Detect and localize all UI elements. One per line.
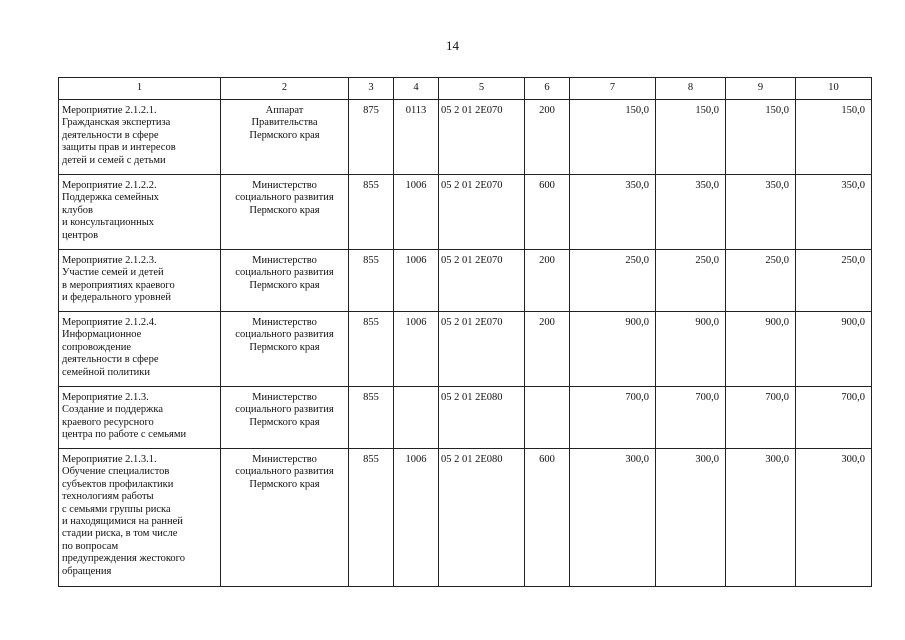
activity-name-line: в мероприятиях краевого <box>62 279 175 291</box>
activity-name-cell <box>59 175 221 250</box>
expense-type-cell: 600 <box>525 449 570 587</box>
table-row <box>59 449 872 587</box>
executor-line: социального развития <box>235 466 334 478</box>
ministry-code-cell: 855 <box>349 449 394 587</box>
executor-line: Министерство <box>252 180 317 191</box>
activity-name-line: Информационное <box>62 329 142 341</box>
column-header: 6 <box>525 78 570 100</box>
table-row <box>59 250 872 312</box>
amount-cell: 900,0 <box>726 312 796 387</box>
activity-name-line: клубов <box>62 204 94 216</box>
amount-cell: 900,0 <box>570 312 656 387</box>
executor-line: Министерство <box>252 317 317 328</box>
executor-line: Правительства <box>251 117 318 129</box>
table-row <box>59 387 872 449</box>
ministry-code-cell: 875 <box>349 100 394 175</box>
amount-cell: 700,0 <box>656 387 726 449</box>
activity-name-line: Мероприятие 2.1.3.1. <box>62 454 157 465</box>
activity-name-line: и консультационных <box>62 217 155 229</box>
amount-cell: 900,0 <box>796 312 872 387</box>
target-article-cell: 05 2 01 2Е080 <box>439 387 525 449</box>
amount-cell: 300,0 <box>656 449 726 587</box>
amount-cell: 700,0 <box>726 387 796 449</box>
activity-name-line: и находящимися на ранней <box>62 516 183 528</box>
amount-cell: 250,0 <box>656 250 726 312</box>
activity-name-line: центра по работе с семьями <box>62 429 187 441</box>
activity-name-cell <box>59 312 221 387</box>
activity-name-line: предупреждения жестокого <box>62 553 185 565</box>
activity-name-line: Поддержка семейных <box>62 192 159 204</box>
activity-name-line: стадии риска, в том числе <box>62 528 178 540</box>
executor-line: Пермского края <box>249 204 320 216</box>
target-article-cell: 05 2 01 2Е070 <box>439 250 525 312</box>
amount-cell: 350,0 <box>656 175 726 250</box>
executor-line: социального развития <box>235 192 334 204</box>
budget-table <box>58 77 872 587</box>
executor-cell <box>221 250 349 312</box>
activity-name-cell <box>59 250 221 312</box>
column-header: 8 <box>656 78 726 100</box>
executor-line: социального развития <box>235 404 334 416</box>
expense-type-cell <box>525 387 570 449</box>
section-code-cell: 1006 <box>394 175 439 250</box>
activity-name-line: Гражданская экспертиза <box>62 117 171 129</box>
ministry-code-cell: 855 <box>349 250 394 312</box>
header-row <box>59 78 872 100</box>
activity-name-line: Мероприятие 2.1.2.4. <box>62 317 157 328</box>
activity-name-cell <box>59 100 221 175</box>
table-row <box>59 312 872 387</box>
executor-line: Министерство <box>252 454 317 465</box>
executor-cell <box>221 449 349 587</box>
activity-name-line: защиты прав и интересов <box>62 142 176 154</box>
activity-name-line: сопровождение <box>62 341 132 353</box>
executor-line: Аппарат <box>265 105 304 116</box>
executor-cell <box>221 312 349 387</box>
activity-name-line: Мероприятие 2.1.2.2. <box>62 180 157 191</box>
amount-cell: 300,0 <box>570 449 656 587</box>
executor-line: Пермского края <box>249 478 320 490</box>
activity-name-line: Мероприятие 2.1.3. <box>62 392 149 403</box>
column-header: 3 <box>349 78 394 100</box>
amount-cell: 350,0 <box>796 175 872 250</box>
activity-name-line: центров <box>62 229 99 241</box>
amount-cell: 350,0 <box>570 175 656 250</box>
executor-cell <box>221 175 349 250</box>
target-article-cell: 05 2 01 2Е070 <box>439 175 525 250</box>
activity-name-cell <box>59 449 221 587</box>
executor-line: Пермского края <box>249 416 320 428</box>
column-header: 1 <box>59 78 221 100</box>
activity-name-line: Обучение специалистов <box>62 466 170 478</box>
column-header: 7 <box>570 78 656 100</box>
column-header: 2 <box>221 78 349 100</box>
executor-cell <box>221 387 349 449</box>
activity-name-line: технологиям работы <box>62 491 154 503</box>
amount-cell: 150,0 <box>726 100 796 175</box>
activity-name-line: по вопросам <box>62 540 119 552</box>
ministry-code-cell: 855 <box>349 312 394 387</box>
section-code-cell: 1006 <box>394 250 439 312</box>
executor-cell <box>221 100 349 175</box>
amount-cell: 700,0 <box>796 387 872 449</box>
amount-cell: 900,0 <box>656 312 726 387</box>
executor-line: Пермского края <box>249 129 320 141</box>
activity-name-line: и федерального уровней <box>62 292 171 304</box>
activity-name-line: детей и семей с детьми <box>62 154 166 166</box>
section-code-cell: 1006 <box>394 312 439 387</box>
column-header: 5 <box>439 78 525 100</box>
amount-cell: 350,0 <box>726 175 796 250</box>
activity-name-line: Участие семей и детей <box>62 267 164 279</box>
column-header: 10 <box>796 78 872 100</box>
expense-type-cell: 200 <box>525 100 570 175</box>
column-header: 9 <box>726 78 796 100</box>
expense-type-cell: 600 <box>525 175 570 250</box>
page-number: 14 <box>446 38 459 53</box>
executor-line: Министерство <box>252 392 317 403</box>
section-code-cell: 1006 <box>394 449 439 587</box>
amount-cell: 150,0 <box>796 100 872 175</box>
target-article-cell: 05 2 01 2Е080 <box>439 449 525 587</box>
activity-name-line: краевого ресурсного <box>62 416 154 428</box>
ministry-code-cell: 855 <box>349 387 394 449</box>
target-article-cell: 05 2 01 2Е070 <box>439 312 525 387</box>
target-article-cell: 05 2 01 2Е070 <box>439 100 525 175</box>
executor-line: Пермского края <box>249 279 320 291</box>
activity-name-line: с семьями группы риска <box>62 503 171 515</box>
activity-name-line: Мероприятие 2.1.2.1. <box>62 105 157 116</box>
amount-cell: 250,0 <box>796 250 872 312</box>
amount-cell: 700,0 <box>570 387 656 449</box>
amount-cell: 150,0 <box>656 100 726 175</box>
amount-cell: 250,0 <box>726 250 796 312</box>
activity-name-line: семейной политики <box>62 366 151 378</box>
column-header: 4 <box>394 78 439 100</box>
ministry-code-cell: 855 <box>349 175 394 250</box>
activity-name-line: субъектов профилактики <box>62 478 174 490</box>
executor-line: Министерство <box>252 255 317 266</box>
expense-type-cell: 200 <box>525 250 570 312</box>
table-row <box>59 175 872 250</box>
executor-line: Пермского края <box>249 341 320 353</box>
amount-cell: 150,0 <box>570 100 656 175</box>
expense-type-cell: 200 <box>525 312 570 387</box>
section-code-cell <box>394 387 439 449</box>
amount-cell: 300,0 <box>796 449 872 587</box>
activity-name-line: обращения <box>62 565 112 577</box>
executor-line: социального развития <box>235 329 334 341</box>
amount-cell: 300,0 <box>726 449 796 587</box>
activity-name-cell <box>59 387 221 449</box>
activity-name-line: Создание и поддержка <box>62 404 164 416</box>
executor-line: социального развития <box>235 267 334 279</box>
amount-cell: 250,0 <box>570 250 656 312</box>
activity-name-line: деятельности в сфере <box>62 129 159 141</box>
activity-name-line: Мероприятие 2.1.2.3. <box>62 255 157 266</box>
section-code-cell: 0113 <box>394 100 439 175</box>
table-row <box>59 100 872 175</box>
activity-name-line: деятельности в сфере <box>62 354 159 366</box>
